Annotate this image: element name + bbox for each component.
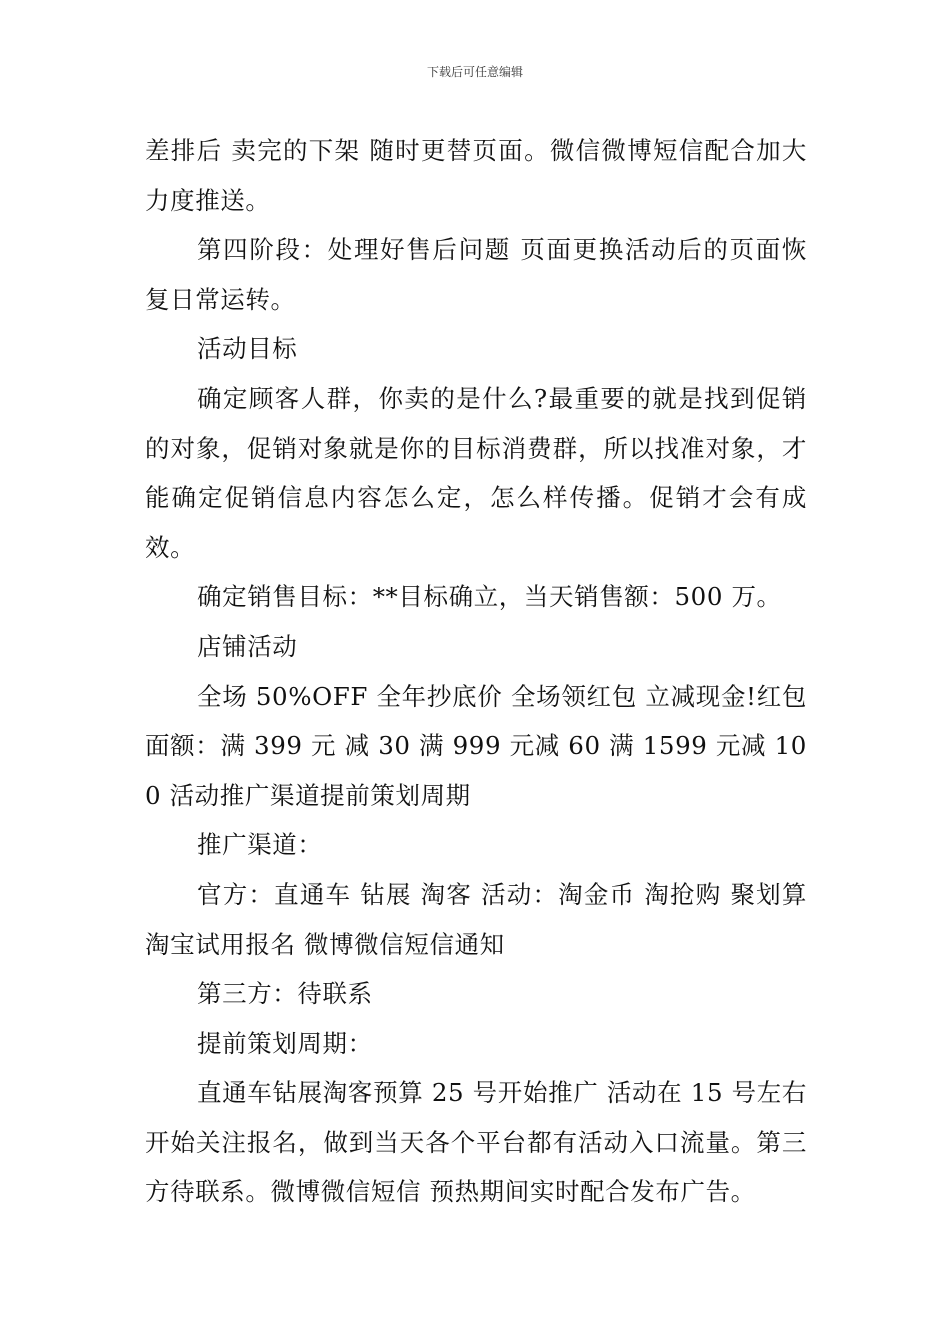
paragraph: 第四阶段：处理好售后问题 页面更换活动后的页面恢复日常运转。 (145, 235, 807, 314)
section-heading: 提前策划周期： (197, 1028, 373, 1058)
section-heading: 推广渠道： (197, 830, 323, 860)
paragraph: 确定顾客人群，你卖的是什么?最重要的就是找到促销的对象，促销对象就是你的目标消费群，所以找准对象，才能确定促销信息内容怎么定，怎么样传播。促销才会有成效。 (145, 383, 807, 562)
paragraph: 差排后 卖完的下架 随时更替页面。微信微博短信配合加大力度推送。 (145, 136, 807, 215)
paragraph: 确定销售目标：**目标确立，当天销售额：500 万。 (197, 582, 782, 612)
document-body (145, 126, 807, 1217)
paragraph: 直通车钻展淘客预算 25 号开始推广 活动在 15 号左右开始关注报名，做到当天各个平台都有活动入口流量。第三方待联系。微博微信短信 预热期间实时配合发布广告。 (145, 1078, 807, 1207)
page-header: 下载后可任意编辑 (426, 65, 523, 79)
paragraph: 官方：直通车 钻展 淘客 活动：淘金币 淘抢购 聚划算 淘宝试用报名 微博微信短信通知 (145, 879, 807, 959)
section-heading: 店铺活动 (197, 631, 298, 661)
section-heading: 活动目标 (197, 334, 298, 364)
paragraph: 全场 50%OFF 全年抄底价 全场领红包 立减现金!红包面额：满 399 元 减 30 满 999 元减 60 满 1599 元减 100 活动推广渠道提前策划周期 (145, 681, 807, 810)
paragraph: 第三方：待联系 (197, 979, 373, 1009)
